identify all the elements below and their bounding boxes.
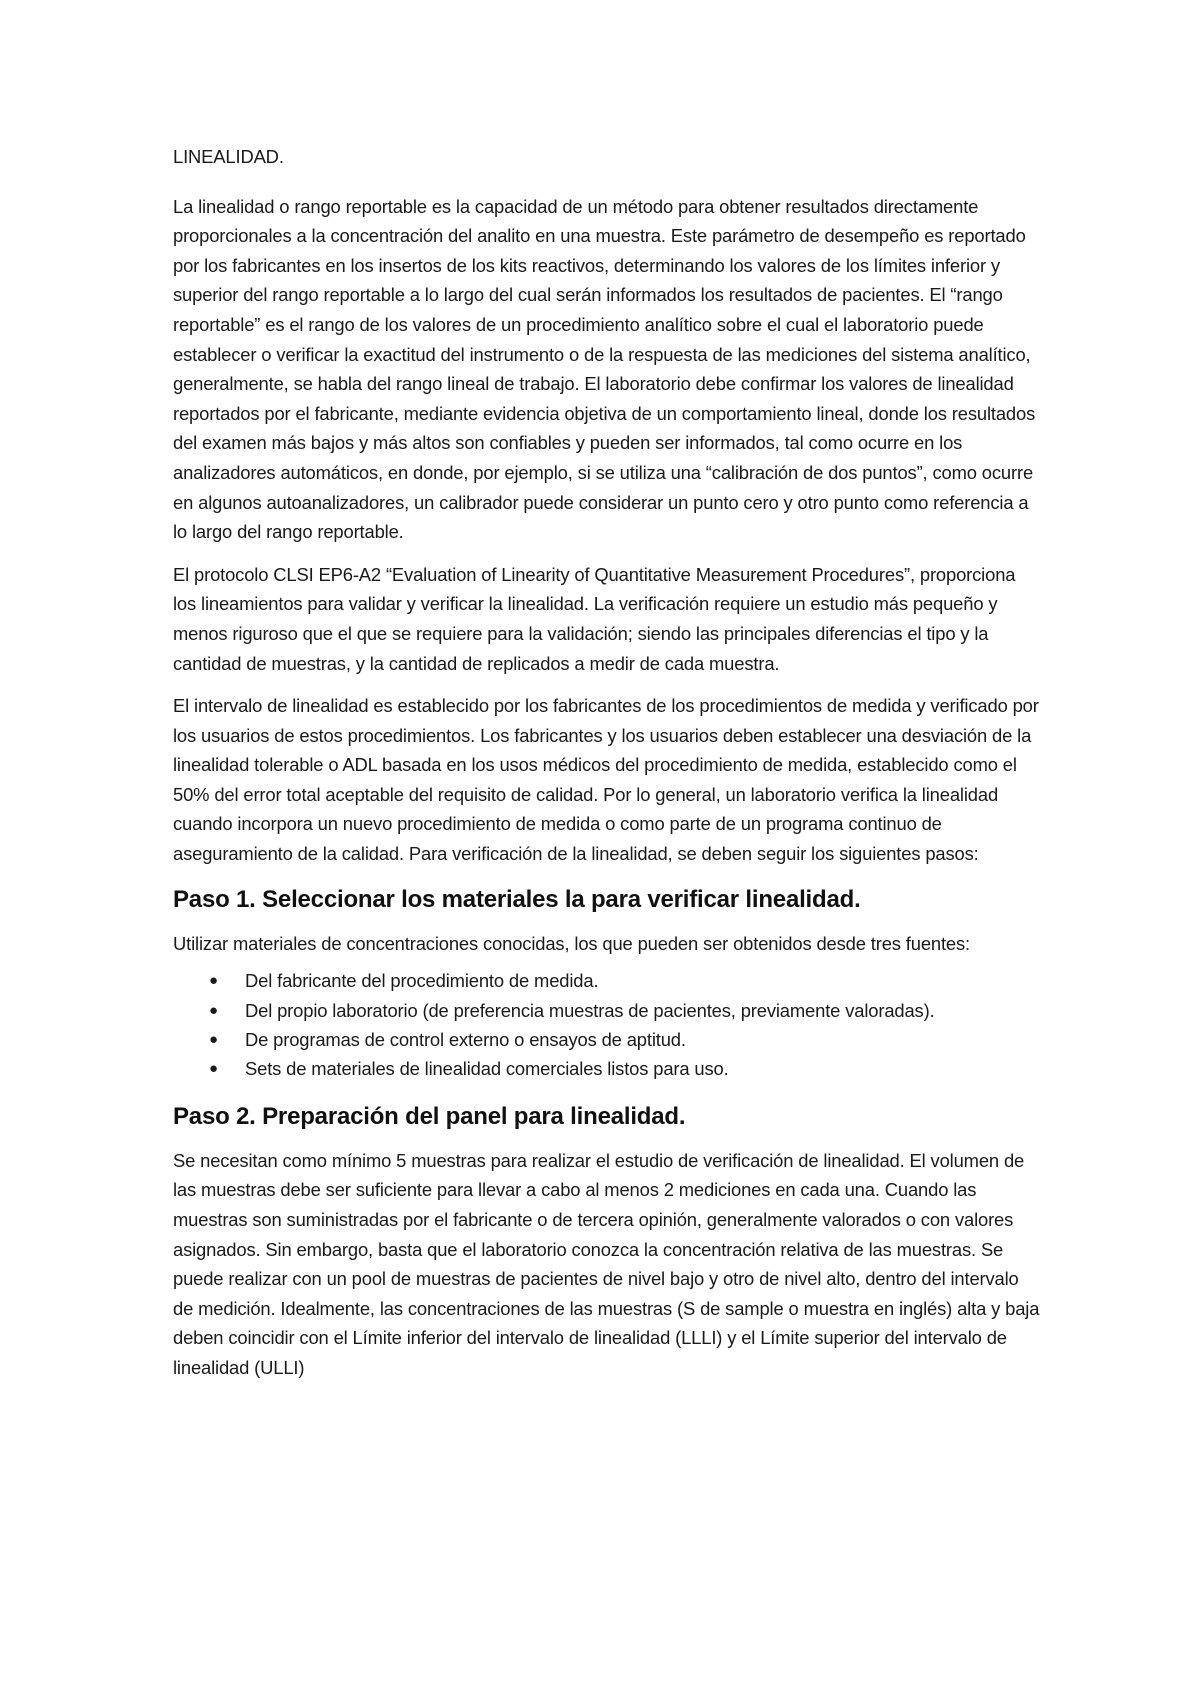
list-item-text: Sets de materiales de linealidad comerciales listos para uso. <box>245 1058 729 1080</box>
step1-heading: Paso 1. Seleccionar los materiales la para verificar linealidad. <box>173 885 861 913</box>
list-item <box>173 1025 1043 1054</box>
document-page <box>173 142 1043 1383</box>
paragraph-definition: La linealidad o rango reportable es la capacidad de un método para obtener resultados directamente proporcionales a la concentración del analito en una muestra. Este parámetro de desempeño es reportado por los fabricantes en los insertos de los kits reactivos, determinando los valores de los límites inferior y superior del rango reportable a lo largo del cual serán informados los resultados de pacientes. El “rango reportable” es el rango de los valores de un procedimiento analítico sobre el cual el laboratorio puede establecer o verificar la exactitud del instrumento o de la respuesta de las mediciones del sistema analítico, generalmente, se habla del rango lineal de trabajo. El laboratorio debe confirmar los valores de linealidad reportados por el fabricante, mediante evidencia objetiva de un comportamiento lineal, donde los resultados del examen más bajos y más altos son confiables y pueden ser informados, tal como ocurre en los analizadores automáticos, en donde, por ejemplo, si se utiliza una “calibración de dos puntos”, como ocurre en algunos autoanalizadores, un calibrador puede considerar un punto cero y otro punto como referencia a lo largo del rango reportable. <box>173 195 1036 543</box>
list-item <box>173 996 1043 1025</box>
step2-body: Se necesitan como mínimo 5 muestras para realizar el estudio de verificación de linealidad. El volumen de las muestras debe ser suficiente para llevar a cabo al menos 2 mediciones en cada una. Cuando las muestras son suministradas por el fabricante o de tercera opinión, generalmente valorados o con valores asignados. Sin embargo, basta que el laboratorio conozca la concentración relativa de las muestras. Se puede realizar con un pool de muestras de pacientes de nivel bajo y otro de nivel alto, dentro del intervalo de medición. Idealmente, las concentraciones de las muestras (S de sample o muestra en inglés) alta y baja deben coincidir con el Límite inferior del intervalo de linealidad (LLLI) y el Límite superior del intervalo de linealidad (ULLI) <box>173 1149 1040 1379</box>
step1-intro: Utilizar materiales de concentraciones conocidas, los que pueden ser obtenidos desde tres fuentes: <box>173 932 971 954</box>
paragraph-clsi-protocol: El protocolo CLSI EP6-A2 “Evaluation of Linearity of Quantitative Measurement Procedures”, proporciona los lineamientos para validar y verificar la linealidad. La verificación requiere un estudio más pequeño y menos riguroso que el que se requiere para la validación; siendo las principales diferencias el tipo y la cantidad de muestras, y la cantidad de replicados a medir de cada muestra. <box>173 563 1016 674</box>
document-title: LINEALIDAD. <box>173 146 284 167</box>
list-item-text: Del fabricante del procedimiento de medida. <box>245 970 599 992</box>
bullet-icon: ● <box>209 1001 218 1019</box>
list-item-text: De programas de control externo o ensayos de aptitud. <box>245 1029 686 1051</box>
step1-source-list <box>173 966 1043 1084</box>
bullet-icon: ● <box>209 1060 218 1078</box>
bullet-icon: ● <box>209 972 218 990</box>
list-item <box>173 966 1043 995</box>
list-item <box>173 1054 1043 1083</box>
list-item-text: Del propio laboratorio (de preferencia muestras de pacientes, previamente valoradas). <box>245 999 935 1021</box>
bullet-icon: ● <box>209 1031 218 1049</box>
step2-heading: Paso 2. Preparación del panel para linealidad. <box>173 1102 686 1130</box>
paragraph-linearity-interval: El intervalo de linealidad es establecido por los fabricantes de los procedimientos de medida y verificado por los usuarios de estos procedimientos. Los fabricantes y los usuarios deben establecer una desviación de la linealidad tolerable o ADL basada en los usos médicos del procedimiento de medida, establecido como el 50% del error total aceptable del requisito de calidad. Por lo general, un laboratorio verifica la linealidad cuando incorpora un nuevo procedimiento de medida o como parte de un programa continuo de aseguramiento de la calidad. Para verificación de la linealidad, se deben seguir los siguientes pasos: <box>173 695 1039 865</box>
